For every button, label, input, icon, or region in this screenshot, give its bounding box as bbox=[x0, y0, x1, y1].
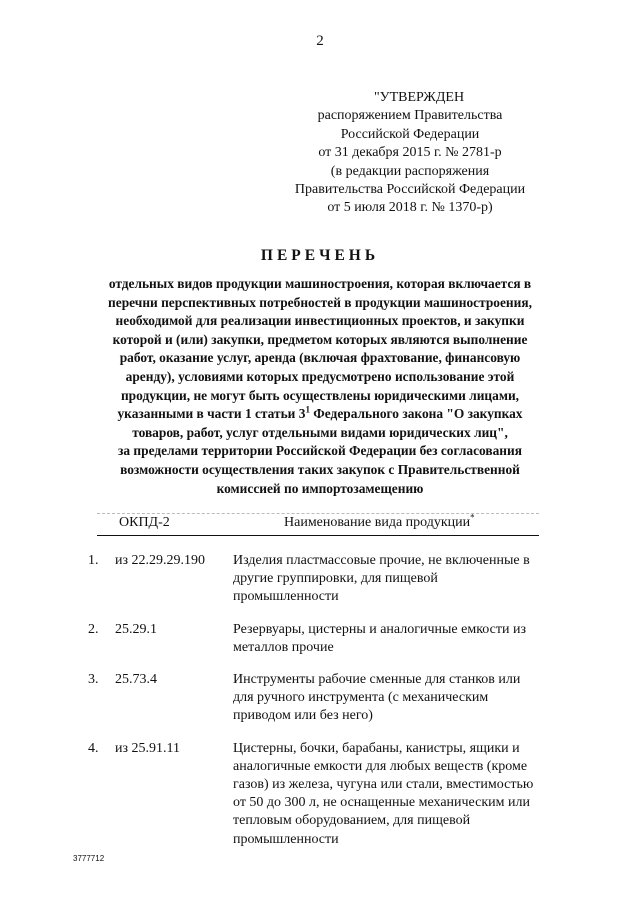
subtitle-line: отдельных видов продукции машиностроения, которая включается в bbox=[108, 276, 532, 291]
row-name-line: аналогичные емкости для любых веществ (кроме bbox=[233, 758, 528, 774]
table-row bbox=[88, 671, 568, 726]
approval-line: распоряжением Правительства bbox=[317, 108, 503, 124]
row-name bbox=[233, 621, 568, 657]
subtitle-line: товаров, работ, услуг отдельными видами юридических лиц", bbox=[132, 424, 508, 440]
subtitle-line bbox=[60, 405, 580, 424]
column-header-text: Наименование вида продукции bbox=[284, 515, 471, 530]
column-header-code: ОКПД-2 bbox=[119, 515, 170, 530]
table-row bbox=[88, 740, 568, 849]
row-code: из 25.91.11 bbox=[115, 740, 181, 756]
row-name-line: Цистерны, бочки, барабаны, канистры, ящики и bbox=[233, 740, 520, 756]
row-name-line: от 50 до 300 л, не оснащенные механическим или bbox=[233, 795, 530, 811]
subtitle-line: аренду), условиями которых предусмотрено использование этой bbox=[125, 368, 515, 384]
row-code: 25.73.4 bbox=[115, 672, 157, 688]
row-name bbox=[233, 740, 568, 849]
row-name bbox=[233, 552, 568, 607]
table-row bbox=[88, 621, 568, 657]
subtitle-line: комиссией по импортозамещению bbox=[216, 480, 424, 496]
document-subtitle bbox=[60, 275, 580, 498]
row-name-line: приводом или без него) bbox=[233, 708, 373, 724]
column-header-name bbox=[284, 512, 475, 531]
row-name-line: другие группировки, для пищевой bbox=[233, 571, 438, 587]
subtitle-line: продукции, не могут быть осуществлены юридическими лицами, bbox=[120, 387, 520, 403]
row-name-line: Резервуары, цистерны и аналогичные емкости из bbox=[233, 621, 526, 637]
subtitle-line: перечни перспективных потребностей в продукции машиностроения, bbox=[108, 294, 532, 310]
row-code: из 22.29.29.190 bbox=[115, 553, 206, 568]
table-row bbox=[88, 552, 568, 607]
document-code: 3777712 bbox=[73, 854, 105, 863]
document-title: ПЕРЕЧЕНЬ bbox=[260, 247, 380, 264]
footnote-mark: * bbox=[470, 512, 475, 523]
approval-line: от 5 июля 2018 г. № 1370-р) bbox=[327, 200, 493, 216]
row-code: 25.29.1 bbox=[115, 621, 157, 637]
subtitle-line: которой и (или) закупки, предметом которых являются выполнение bbox=[112, 331, 528, 347]
subtitle-line: возможности осуществления таких закупок с Правительственной bbox=[120, 461, 520, 477]
row-name-line: металлов прочие bbox=[233, 639, 334, 655]
approval-line: от 31 декабря 2015 г. № 2781-р bbox=[318, 145, 502, 161]
row-name-line: газов) из железа, чугуна или стали, вместимостью bbox=[233, 777, 534, 793]
row-name-line: тепловым оборудованием, для пищевой bbox=[233, 813, 471, 829]
row-number: 3. bbox=[88, 672, 99, 688]
superscript: 1 bbox=[305, 404, 310, 415]
subtitle-text: Федерального закона "О закупках bbox=[309, 406, 523, 422]
subtitle-line: работ, оказание услуг, аренда (включая фрахтование, финансовую bbox=[119, 350, 521, 366]
subtitle-line: за пределами территории Российской Федерации без согласования bbox=[118, 443, 522, 459]
product-list bbox=[88, 552, 568, 863]
row-name-line: Изделия пластмассовые прочие, не включенные в bbox=[233, 553, 530, 568]
row-name bbox=[233, 671, 568, 726]
approval-block bbox=[270, 89, 550, 218]
approval-line: "УТВЕРЖДЕН bbox=[373, 90, 465, 105]
row-number: 4. bbox=[88, 740, 99, 756]
page-number: 2 bbox=[316, 33, 324, 49]
approval-line: (в редакции распоряжения bbox=[330, 163, 490, 179]
row-name-line: для ручного инструмента (с механическим bbox=[233, 690, 489, 706]
row-name-line: промышленности bbox=[233, 831, 339, 847]
row-number: 2. bbox=[88, 621, 99, 637]
approval-line: Правительства Российской Федерации bbox=[294, 182, 526, 198]
row-name-line: промышленности bbox=[233, 589, 339, 605]
table-header bbox=[97, 513, 539, 536]
subtitle-line: необходимой для реализации инвестиционных проектов, и закупки bbox=[115, 313, 525, 329]
row-name-line: Инструменты рабочие сменные для станков или bbox=[233, 672, 521, 688]
subtitle-text: указанными в части 1 статьи 3 bbox=[117, 406, 306, 422]
approval-line: Российской Федерации bbox=[340, 126, 480, 142]
row-number: 1. bbox=[88, 553, 99, 568]
